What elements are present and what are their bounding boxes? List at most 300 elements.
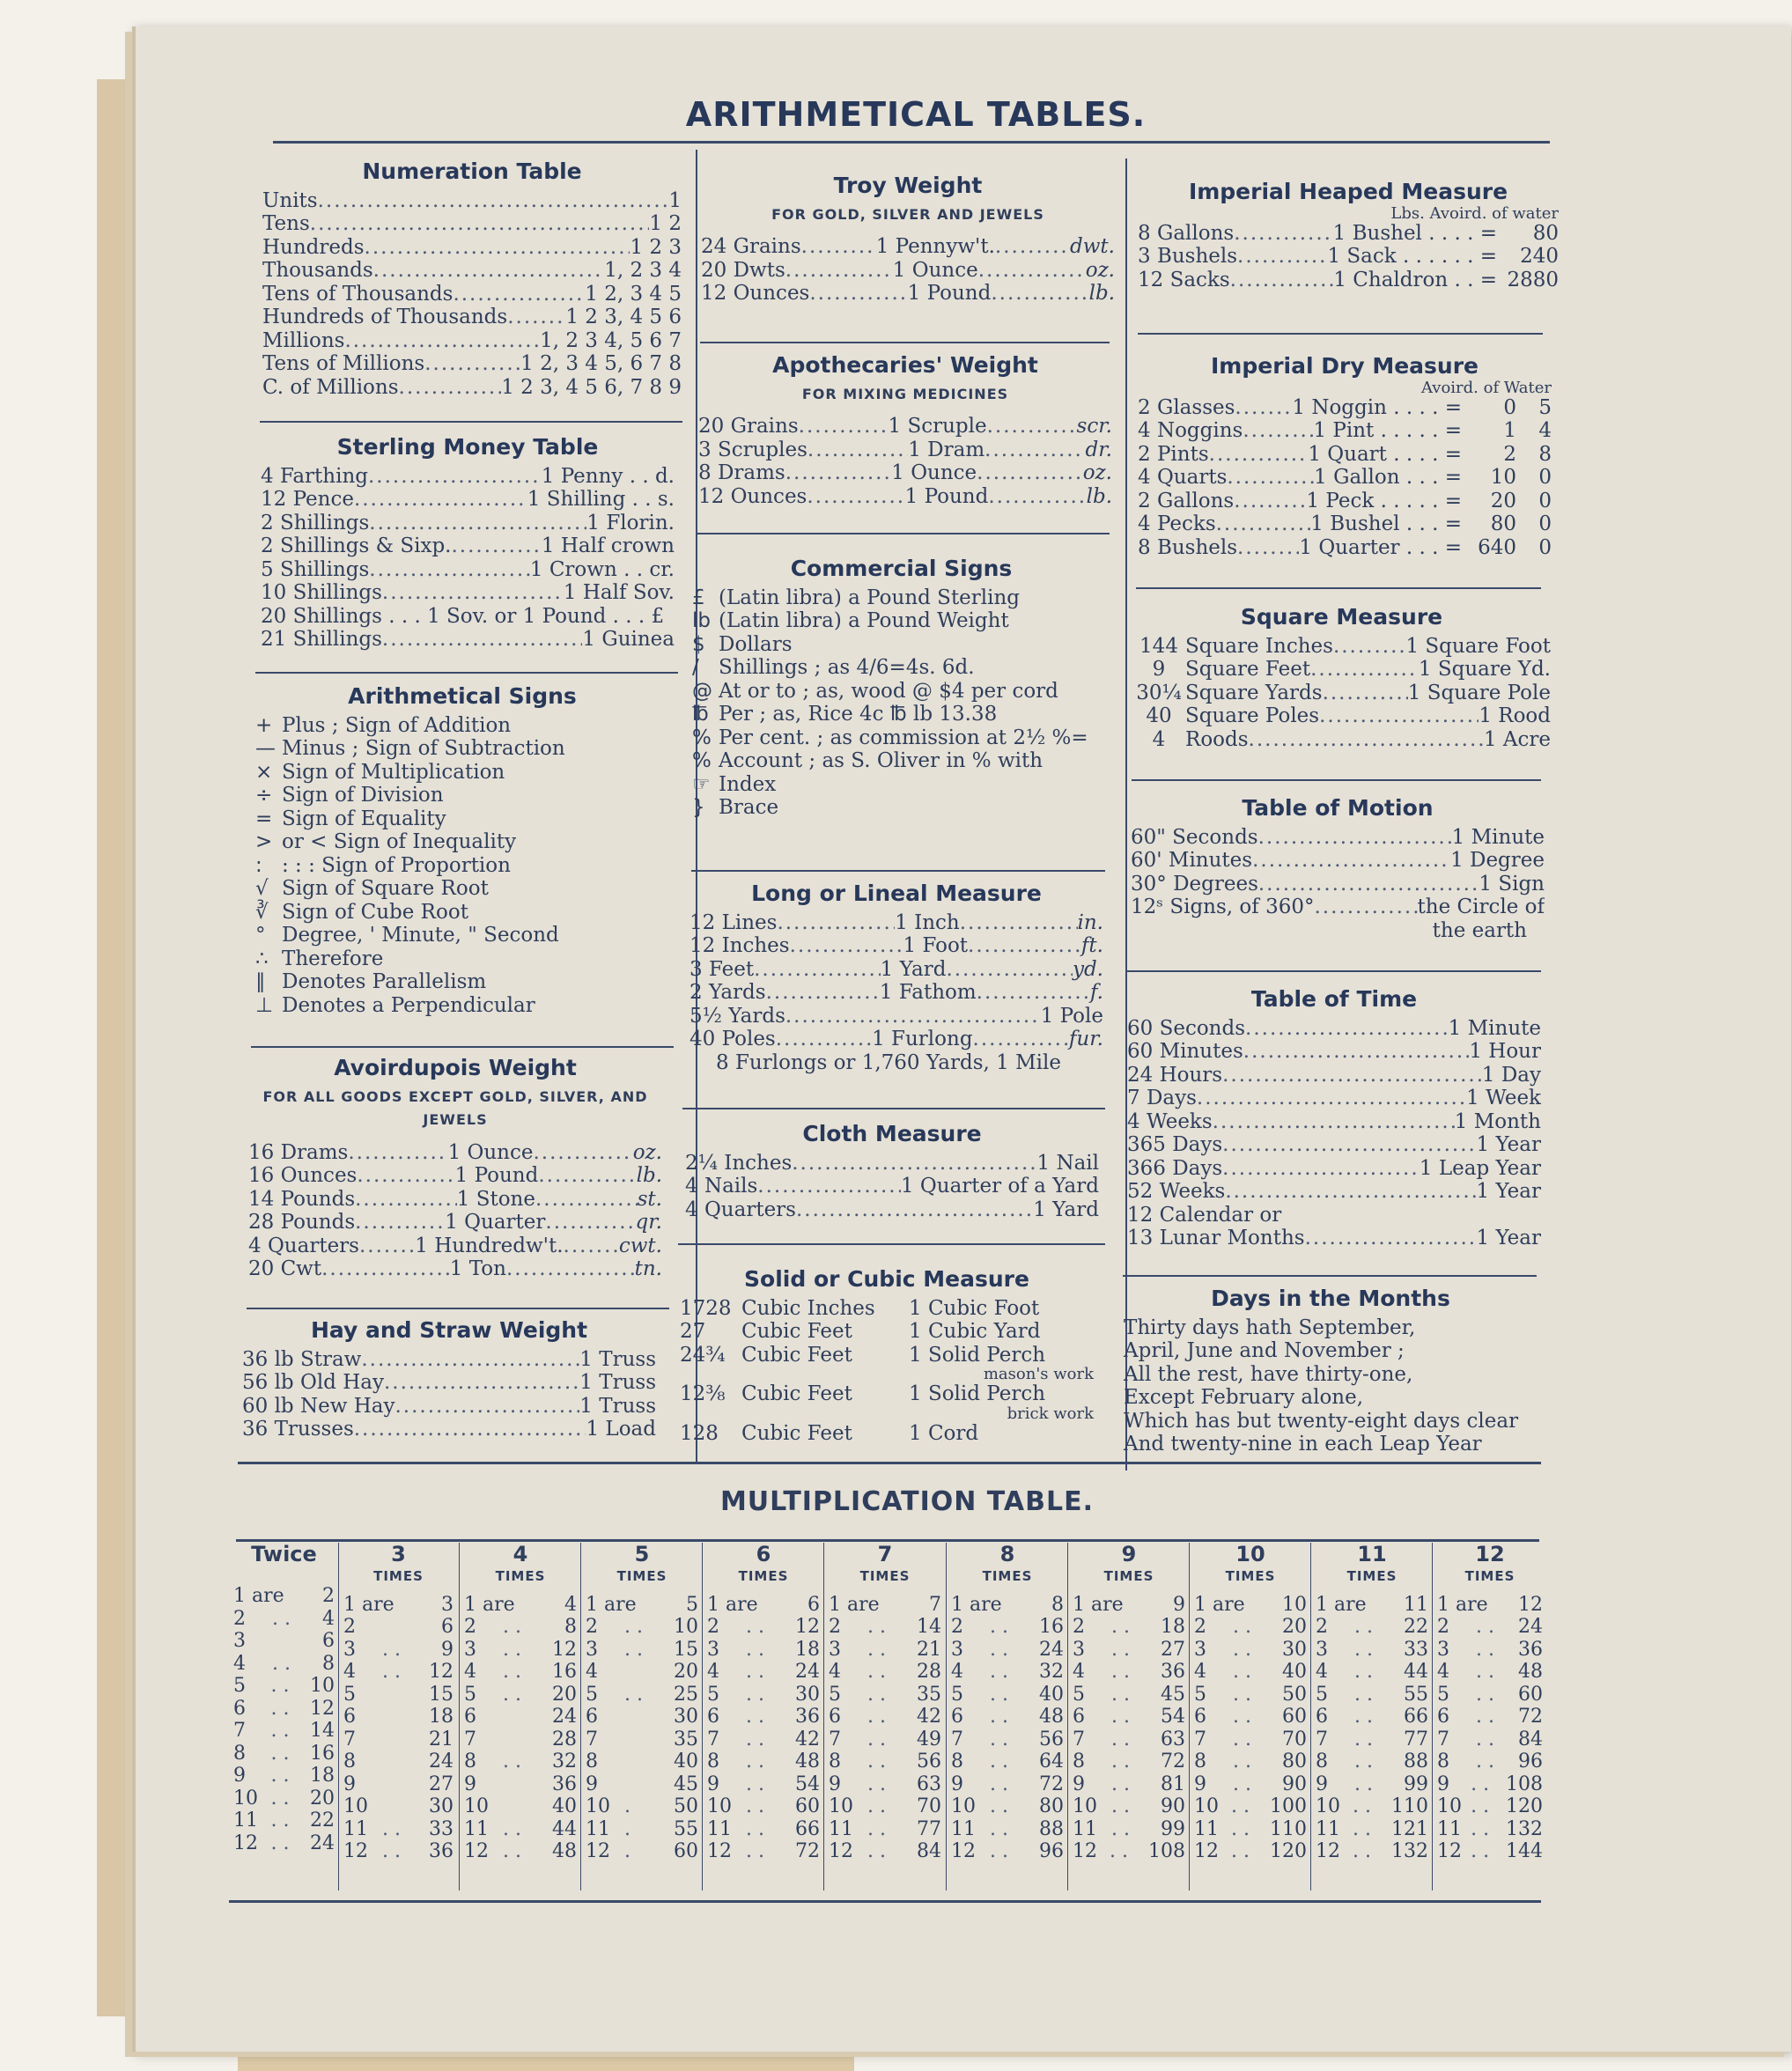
dot-leader: . . (1354, 1661, 1373, 1683)
row-label: 5 Shillings (261, 557, 370, 581)
dot-leader: . . (1353, 1795, 1372, 1817)
dot-leader (1305, 1227, 1477, 1250)
product: 12 (795, 1616, 820, 1638)
multiplier: 10 (707, 1795, 732, 1817)
times-label: TIMES (1346, 1568, 1397, 1584)
row-value: 1 Truss (579, 1394, 656, 1418)
dot-leader (1249, 728, 1484, 752)
row-lbs: 640 (1478, 535, 1516, 559)
dot-leader (365, 236, 631, 260)
table-row (1138, 466, 1552, 490)
dot-leader (369, 558, 530, 582)
dot-leader (503, 1706, 543, 1728)
dot-leader: . . (503, 1616, 521, 1638)
multiplier: 5 (1194, 1683, 1206, 1706)
product: 45 (1161, 1683, 1185, 1706)
dot-leader: . . (990, 1840, 1008, 1862)
product: 44 (552, 1817, 577, 1840)
row-value: 1 Pound (904, 484, 989, 508)
times-row (1194, 1639, 1307, 1662)
sign-text: Sign of Equality (282, 807, 446, 830)
row-unit: Square Feet (1185, 658, 1311, 681)
product: 84 (917, 1840, 941, 1862)
product: 96 (1039, 1840, 1064, 1862)
row-value: 1 Yard (880, 957, 947, 981)
dot-leader (777, 911, 895, 935)
dot-leader (373, 259, 605, 283)
dot-leader: . . (990, 1638, 1008, 1661)
column-divider (580, 1543, 581, 1890)
table-row (1138, 443, 1552, 467)
table-row (262, 212, 682, 236)
product: 60 (1282, 1706, 1307, 1728)
dot-leader: . . (272, 1652, 291, 1675)
multiplier: 12 (829, 1840, 853, 1862)
row-value: 1 Square Foot (1405, 634, 1551, 658)
row-value: 1 2, 3 4 5, 6 7 8 (520, 352, 682, 375)
section-title: Numeration Table (362, 158, 582, 184)
product: 144 (1506, 1840, 1543, 1862)
row-value: 1 Pennyw't. (875, 235, 995, 258)
table-row (685, 1152, 1099, 1176)
times-row (1316, 1795, 1428, 1818)
multiplier: 9 (951, 1773, 963, 1795)
times-row (1437, 1639, 1543, 1662)
dot-leader (881, 1594, 922, 1617)
times-row (1194, 1706, 1307, 1728)
sign-symbol: ∥ (255, 970, 266, 993)
dot-leader (977, 461, 1083, 485)
product: 80 (1282, 1750, 1307, 1773)
product: 63 (917, 1773, 941, 1795)
times-row (1437, 1684, 1543, 1706)
times-label: TIMES (1464, 1568, 1515, 1584)
product: 66 (1404, 1706, 1428, 1728)
row-label: 2 Glasses (1138, 395, 1235, 419)
dot-leader (354, 488, 527, 512)
row-label: 24 Hours (1127, 1063, 1223, 1087)
row-unit: lb. (636, 1164, 662, 1187)
row-value: 1 Year (1476, 1227, 1541, 1249)
multiplier: 5 (951, 1683, 963, 1706)
multiplier: 4 (951, 1661, 963, 1683)
times-label: TIMES (982, 1568, 1033, 1584)
row-label: 4 Quarts (1138, 466, 1228, 489)
dot-leader (766, 981, 880, 1005)
multiplier: 12 (586, 1840, 610, 1862)
times-row (1316, 1773, 1428, 1796)
dot-leader (785, 259, 893, 283)
sign-symbol: / (692, 656, 699, 679)
table-row (262, 376, 682, 400)
sign-row (255, 737, 669, 761)
dot-leader (535, 1188, 638, 1212)
row-value: 1 Year (1476, 1133, 1541, 1156)
row-value: 1 Hundredw't. (415, 1234, 564, 1257)
apothecaries-weight (698, 354, 1112, 508)
times-row (829, 1840, 941, 1863)
row-value: 1 Minute (1448, 1016, 1541, 1040)
sign-symbol: + (255, 713, 273, 737)
multiplier: 3 (1316, 1638, 1328, 1661)
multiplier: 9 (1073, 1773, 1085, 1795)
sign-row (692, 586, 1110, 610)
sign-text: (Latin libra) a Pound Weight (719, 609, 1009, 632)
dot-leader (995, 235, 1070, 259)
times-row (707, 1750, 820, 1773)
product: 88 (1404, 1750, 1428, 1773)
product: 20 (1282, 1616, 1307, 1638)
imperial-dry-measure (1138, 355, 1552, 559)
multiplier: 3 (1073, 1638, 1085, 1661)
row-value: 1 Truss (579, 1347, 656, 1371)
row-value: 1 Ounce (891, 461, 977, 484)
multiplier: 7 (1073, 1728, 1085, 1750)
times-row (586, 1639, 698, 1662)
product: 84 (1518, 1728, 1543, 1750)
row-label: Tens of Thousands (262, 282, 454, 306)
multiplier: 5 (1316, 1683, 1328, 1706)
row-weight: 2880 (1507, 268, 1559, 291)
sign-row (255, 784, 669, 807)
hay-and-straw-weight (242, 1319, 656, 1441)
product: 12 (1518, 1593, 1543, 1616)
times-row (951, 1661, 1064, 1684)
multiplier: 9 (707, 1773, 719, 1795)
row-label: 3 Feet (690, 957, 755, 981)
product: 24 (429, 1750, 454, 1773)
multiplier: 1 are (464, 1593, 515, 1616)
multiplier: 6 (951, 1706, 963, 1728)
row-value: 1 Minute (1451, 825, 1545, 849)
row-value: 1 Hour (1469, 1040, 1541, 1063)
column-head: 5 (634, 1542, 650, 1566)
table-row (1127, 1204, 1541, 1227)
table-row (701, 235, 1115, 259)
times-row (343, 1706, 454, 1728)
table-of-motion (1131, 797, 1545, 942)
dot-leader (382, 1616, 423, 1639)
times-row (1194, 1684, 1307, 1706)
sign-symbol: $ (692, 632, 705, 656)
row-lbs: 1 (1503, 419, 1516, 442)
row-unit: dr. (1085, 438, 1112, 461)
table-row (1138, 269, 1559, 292)
row-value: 1 Sign (1479, 872, 1545, 895)
product: 32 (552, 1750, 577, 1773)
section-title: Table of Motion (1242, 795, 1434, 821)
times-column (1437, 1543, 1543, 1863)
product: 48 (1039, 1706, 1064, 1728)
row-value: 1 Crown . . cr. (529, 557, 675, 581)
table-row (242, 1348, 656, 1372)
dot-leader: . . (270, 1787, 290, 1809)
table-row (1132, 728, 1551, 752)
times-row (1437, 1795, 1543, 1818)
sign-text: Denotes Parallelism (282, 970, 487, 993)
poem-line: Thirty days hath September, (1124, 1316, 1416, 1339)
times-row (829, 1706, 941, 1728)
row-weight: 240 (1520, 245, 1559, 268)
times-row (829, 1661, 941, 1684)
times-column (233, 1543, 335, 1854)
multiplier: 6 (586, 1706, 598, 1728)
dot-leader (624, 1706, 665, 1728)
dot-leader (382, 628, 582, 652)
dot-leader (760, 1594, 800, 1617)
row-value: 1 Half crown (541, 534, 675, 557)
row-label: 21 Shillings (261, 628, 382, 651)
multiplier: 1 are (707, 1593, 758, 1616)
dot-leader: . . (1471, 1817, 1490, 1840)
sign-symbol: ℔ (692, 703, 709, 726)
times-row (707, 1639, 820, 1662)
multiplier: 1 are (586, 1593, 637, 1616)
row-unit: lb. (1088, 282, 1115, 305)
row-label: 7 Days (1127, 1087, 1197, 1109)
times-row (1437, 1594, 1543, 1617)
multiplier: 1 are (1073, 1593, 1124, 1616)
section-title: Arithmetical Signs (348, 683, 577, 709)
product: 50 (674, 1795, 698, 1817)
row-unit: Cubic Feet (741, 1320, 852, 1343)
product: 24 (552, 1706, 577, 1728)
page-title: ARITHMETICAL TABLES. (685, 95, 1147, 134)
row-value: 1 Quart . . . . = (1308, 442, 1462, 466)
times-row (829, 1818, 941, 1841)
row-label: 12 Inches (690, 934, 790, 957)
times-label: TIMES (373, 1568, 424, 1584)
table-row (1138, 490, 1552, 513)
section-title: Square Measure (1240, 604, 1443, 630)
dot-leader: . . (503, 1750, 521, 1773)
row-value: 1 Yard (1033, 1198, 1099, 1221)
product: 11 (1404, 1593, 1428, 1616)
times-row (707, 1661, 820, 1684)
multiplier: 11 (951, 1817, 976, 1840)
row-value: 1 (668, 188, 682, 212)
table-row (1131, 873, 1545, 896)
sign-text: Shillings ; as 4/6=4s. 6d. (719, 656, 975, 679)
times-label: TIMES (495, 1568, 546, 1584)
row-label: 60 Seconds (1127, 1016, 1246, 1040)
row-label: 52 Weeks (1127, 1180, 1226, 1203)
dot-leader: . . (867, 1616, 886, 1638)
times-row (951, 1594, 1064, 1617)
dot-leader: . . (1111, 1728, 1130, 1750)
row-lbs: 2 (1503, 442, 1516, 466)
dot-leader: . . (1354, 1706, 1373, 1728)
dot-leader (809, 282, 907, 306)
times-row (586, 1661, 698, 1684)
product: 56 (917, 1750, 941, 1773)
dot-leader (1230, 269, 1334, 292)
product: 36 (1518, 1638, 1543, 1661)
table-row (261, 512, 675, 535)
dot-leader (354, 1418, 586, 1441)
row-unit: oz. (1085, 258, 1115, 282)
row-quantity: 24¾ (680, 1343, 726, 1367)
multiplier: 8 (707, 1750, 719, 1773)
product: 48 (552, 1840, 577, 1862)
times-row (1437, 1773, 1543, 1796)
multiplier: 11 (707, 1817, 732, 1840)
times-row (1073, 1728, 1185, 1751)
dot-leader: . (624, 1817, 631, 1840)
dot-leader (538, 1164, 636, 1188)
multiplier: 6 (707, 1706, 719, 1728)
row-value: 1 Year (1476, 1180, 1541, 1203)
row-value: 1 Inch (895, 910, 960, 934)
row-label: 12 Calendar or (1127, 1203, 1282, 1227)
product: 80 (1039, 1795, 1064, 1817)
row-label: 3 Scruples (698, 438, 808, 461)
table-row (1127, 1064, 1541, 1087)
column-divider (1432, 1543, 1433, 1890)
row-unit: Cubic Feet (741, 1382, 852, 1405)
row-unit: tn. (634, 1257, 662, 1280)
times-row (586, 1750, 698, 1773)
column-head: 12 (1475, 1542, 1505, 1566)
table-row (248, 1257, 662, 1281)
times-row (707, 1616, 820, 1639)
times-row (233, 1765, 335, 1787)
product: 42 (795, 1728, 820, 1750)
dot-leader: . . (867, 1706, 886, 1728)
dot-leader (382, 1750, 423, 1773)
times-row (1437, 1840, 1543, 1863)
multiplier: 11 (1073, 1817, 1097, 1840)
dot-leader (1323, 682, 1408, 705)
multiplier: 8 (233, 1742, 246, 1765)
table-row (248, 1188, 662, 1212)
product: 33 (429, 1817, 454, 1840)
row-value: 1 Shilling . . s. (527, 488, 675, 511)
multiplier: 5 (233, 1675, 246, 1697)
times-column (829, 1543, 941, 1863)
product: 64 (1039, 1750, 1064, 1773)
multiplier: 7 (343, 1728, 356, 1750)
row-value: 1 Quarter (445, 1211, 546, 1234)
times-row (1316, 1728, 1428, 1751)
sign-text: Sign of Multiplication (282, 760, 505, 784)
table-row (680, 1297, 1094, 1321)
dot-leader: . . (746, 1817, 764, 1840)
row-value: 1 2 (649, 212, 682, 235)
sign-row (692, 749, 1110, 773)
row-unit: Square Inches (1185, 634, 1333, 658)
row-value: 1 Quarter . . . = (1299, 535, 1462, 559)
sign-row (255, 947, 669, 971)
times-column (1194, 1543, 1307, 1863)
dot-leader: . . (990, 1817, 1008, 1840)
row-value: 1 Load (586, 1418, 656, 1441)
times-row (233, 1743, 335, 1765)
sign-row (255, 901, 669, 925)
multiplier: 6 (1194, 1706, 1206, 1728)
times-row (1194, 1750, 1307, 1773)
row-label: 10 Shillings (261, 581, 382, 604)
multiplier: 11 (233, 1809, 258, 1831)
times-row (829, 1728, 941, 1751)
dot-leader (1234, 490, 1306, 513)
table-row (1132, 704, 1551, 728)
dot-leader (1213, 1110, 1455, 1134)
row-unit: f. (1089, 981, 1103, 1004)
product: 9 (441, 1638, 454, 1661)
sign-symbol: ° (255, 924, 266, 947)
multiplier: 12 (1073, 1840, 1097, 1862)
column-divider (823, 1543, 824, 1890)
product: 60 (1518, 1683, 1543, 1706)
row-quantity: 27 (680, 1320, 706, 1343)
dot-leader (272, 1630, 313, 1653)
dot-leader (1235, 396, 1292, 420)
multiplier: 5 (1437, 1683, 1449, 1706)
times-row (1073, 1661, 1185, 1684)
dot-leader (1197, 1087, 1466, 1110)
multiplier: 3 (707, 1638, 719, 1661)
row-label: 4 Quarters (685, 1198, 796, 1221)
dot-leader (776, 1028, 872, 1051)
dot-leader: . . (1476, 1706, 1494, 1728)
multiplier: 6 (343, 1706, 356, 1728)
top-rule (273, 141, 1550, 144)
product: 10 (310, 1675, 335, 1697)
multiplier: 8 (1437, 1750, 1449, 1773)
product: 10 (1282, 1593, 1307, 1616)
times-row (233, 1832, 335, 1855)
times-row (951, 1706, 1064, 1728)
product: 35 (674, 1728, 698, 1750)
multiplier: 1 are (1437, 1593, 1488, 1616)
dot-leader: . . (746, 1773, 764, 1795)
times-row (707, 1773, 820, 1796)
row-label: 8 Drams (698, 461, 785, 484)
multiplier: 4 (586, 1661, 598, 1683)
times-column (464, 1543, 577, 1863)
row-label: 12 Ounces (698, 484, 808, 508)
times-row (233, 1608, 335, 1631)
column-head: Twice (251, 1542, 317, 1566)
dot-leader: . . (746, 1840, 764, 1862)
product: 108 (1506, 1773, 1543, 1795)
row-label: 12 Sacks (1138, 268, 1230, 291)
dot-leader: . . (1231, 1840, 1250, 1862)
row-value: 1, 2 3 4 (604, 259, 682, 282)
multiplier: 11 (464, 1817, 489, 1840)
product: 77 (1404, 1728, 1428, 1750)
table-row (1127, 1110, 1541, 1134)
sign-symbol: ☞ (692, 772, 711, 796)
row-unit: Cubic Feet (741, 1421, 852, 1445)
row-value: 1 Month (1454, 1109, 1541, 1133)
dot-leader: . . (1111, 1616, 1130, 1638)
multiplier: 10 (343, 1795, 368, 1817)
row-unit: scr. (1076, 415, 1112, 438)
row-oz: 4 (1538, 419, 1552, 442)
table-row (685, 1198, 1099, 1222)
multiplier: 12 (464, 1840, 489, 1862)
row-label: 2 Shillings & Sixp. (261, 534, 452, 557)
divider (678, 1243, 1105, 1245)
multiplier: 4 (1073, 1661, 1085, 1683)
sign-row (255, 854, 669, 878)
column-head: 4 (513, 1542, 528, 1566)
multiplier: 10 (1437, 1795, 1462, 1817)
divider (700, 342, 1110, 343)
row-label: 28 Pounds (248, 1211, 356, 1234)
